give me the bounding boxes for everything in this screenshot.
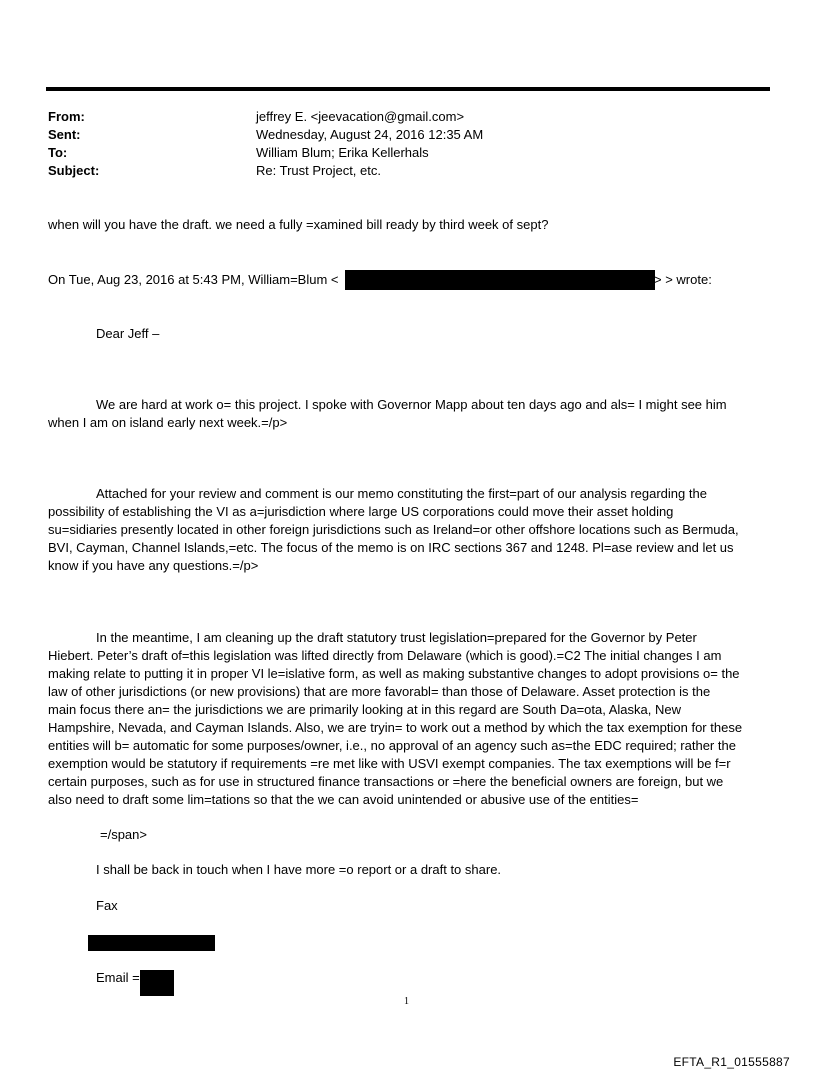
paragraph-line: entities will b= automatic for some purposes/owner, i.e., no approval of an agency such as=the EDC required; rather the xyxy=(48,738,736,753)
to-label: To: xyxy=(48,145,68,160)
paragraph-line: Hampshire, Nevada, and Cayman Islands. Also, we are tryin= to work out a method by which the tax exemption for these xyxy=(48,720,743,735)
paragraph-line: possibility of establishing the VI as a=jurisdiction where large US corporations could move their asset holding xyxy=(48,504,674,519)
sent-label: Sent: xyxy=(48,127,81,142)
paragraph-line: know if you have any questions.=/p> xyxy=(48,558,259,573)
redaction-bar xyxy=(140,970,174,996)
redaction-bar xyxy=(345,270,655,290)
from-value: jeffrey E. <jeevacation@gmail.com> xyxy=(256,109,465,124)
paragraph-line: We are hard at work o= this project. I spoke with Governor Mapp about ten days ago and als= I might see him xyxy=(96,397,727,412)
fax-label: Fax xyxy=(96,898,118,913)
paragraph-line: making relate to putting it in proper VI le=islative form, as well as making substantive changes to adopt provisions o= the xyxy=(48,666,740,681)
paragraph-line: certain purposes, such as for use in structured finance transactions or =here the beneficial owners are foreign, but we xyxy=(48,774,724,789)
paragraph-line: In the meantime, I am cleaning up the draft statutory trust legislation=prepared for the Governor by Peter xyxy=(96,630,697,645)
paragraph-line: main focus there an= the jurisdictions we are primarily looking at in this regard are South Da=ota, Alaska, New xyxy=(48,702,681,717)
sent-value: Wednesday, August 24, 2016 12:35 AM xyxy=(256,127,484,142)
paragraph-3 xyxy=(48,629,768,809)
paragraph-line: also need to draft some lim=tations so that the we can avoid unintended or abusive use of the entities= xyxy=(48,792,639,807)
to-value: William Blum; Erika Kellerhals xyxy=(256,145,429,160)
paragraph-line: exemption would be statutory if requirements =re met like with USVI exempt companies. The tax exemptions will be f=r xyxy=(48,756,731,771)
quote-suffix: > > wrote: xyxy=(654,272,712,287)
closing-line: I shall be back in touch when I have more =o report or a draft to share. xyxy=(96,862,502,877)
paragraph-line: BVI, Cayman, Channel Islands,=etc. The focus of the memo is on IRC sections 367 and 1248. Pl=ase review and let us xyxy=(48,540,734,555)
span-line: =/span> xyxy=(100,827,147,842)
paragraph-2 xyxy=(48,485,768,575)
paragraph-line: su=sidiaries presently located in other foreign jurisdictions such as Ireland=or other offshore locations such as Bermuda, xyxy=(48,522,739,537)
from-label: From: xyxy=(48,109,85,124)
quote-prefix: On Tue, Aug 23, 2016 at 5:43 PM, William=Blum < xyxy=(48,272,339,287)
paragraph-line: law of other jurisdictions (or new provisions) that are more favorabl= than those of Delaware. Asset protection is the xyxy=(48,684,711,699)
redaction-bar xyxy=(88,935,215,951)
document-id: EFTA_R1_01555887 xyxy=(673,1055,790,1069)
paragraph-1 xyxy=(48,396,768,432)
greeting: Dear Jeff – xyxy=(96,326,160,341)
paragraph-line: when I am on island early next week.=/p> xyxy=(48,415,288,430)
subject-label: Subject: xyxy=(48,163,100,178)
page-number: 1 xyxy=(404,996,409,1007)
email-label: Email = xyxy=(96,970,140,985)
header-rule xyxy=(46,87,770,91)
paragraph-line: Hiebert. Peter’s draft of=this legislation was lifted directly from Delaware (which is good).=C2 The initial changes I am xyxy=(48,648,722,663)
paragraph-line: Attached for your review and comment is our memo constituting the first=part of our analysis regarding the xyxy=(96,486,707,501)
subject-value: Re: Trust Project, etc. xyxy=(256,163,381,178)
reply-line: when will you have the draft. we need a fully =xamined bill ready by third week of sept? xyxy=(48,217,549,232)
